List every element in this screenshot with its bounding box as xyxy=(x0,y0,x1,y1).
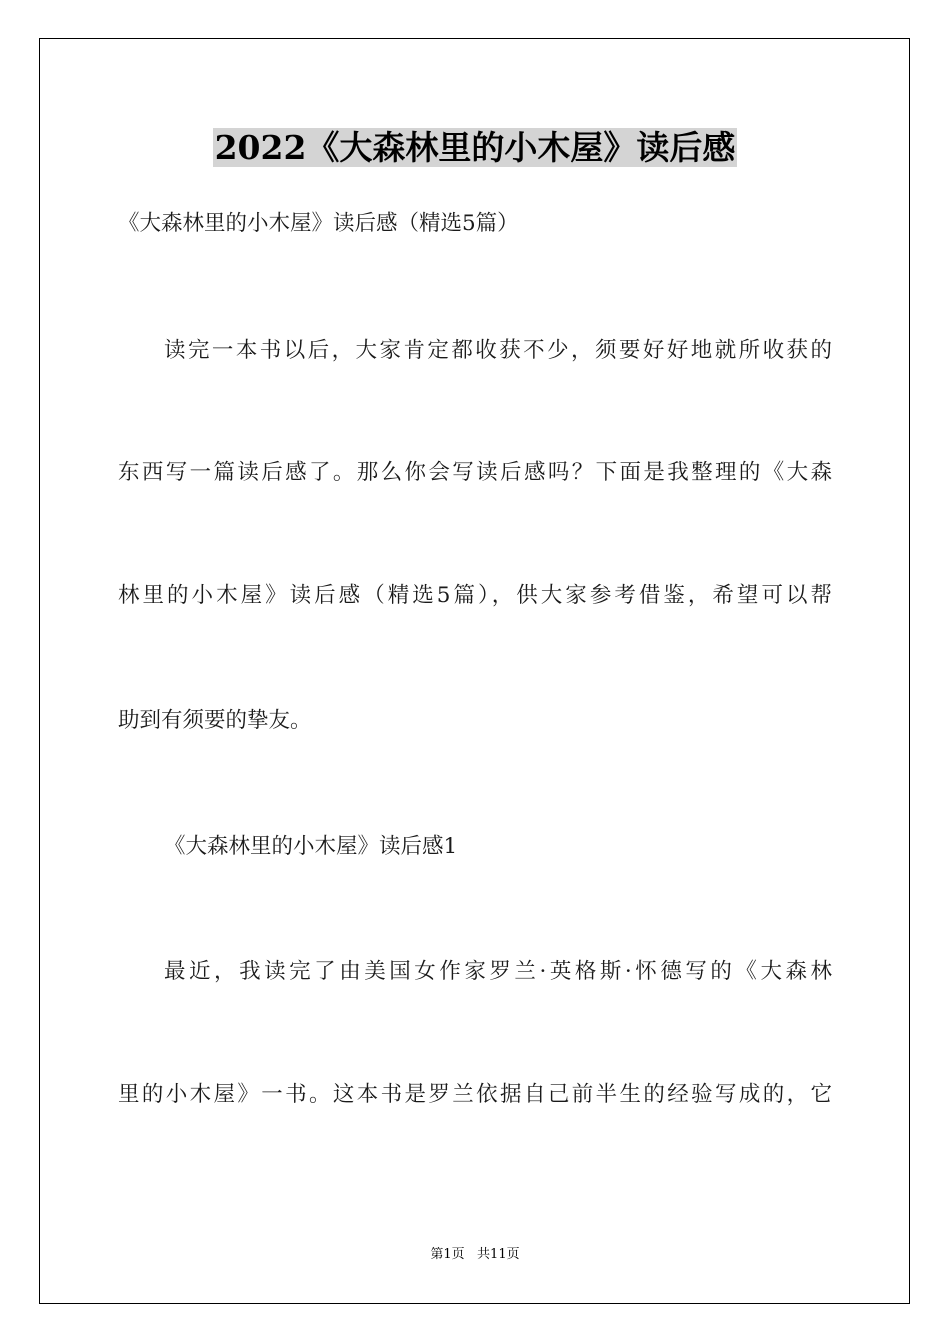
section-line-2: 里的小木屋》一书。这本书是罗兰依据自己前半生的经验写成的，它 xyxy=(118,1082,832,1107)
section-heading: 《大森林里的小木屋》读后感1 xyxy=(164,834,458,859)
document-subtitle: 《大森林里的小木屋》读后感（精选5篇） xyxy=(118,211,519,236)
page-number-footer: 第1页 共11页 xyxy=(430,1247,520,1262)
intro-line-2: 东西写一篇读后感了。那么你会写读后感吗？下面是我整理的《大森 xyxy=(118,460,832,485)
intro-line-4: 助到有须要的挚友。 xyxy=(118,708,312,733)
section-line-1: 最近，我读完了由美国女作家罗兰·英格斯·怀德写的《大森林 xyxy=(164,959,832,984)
intro-line-1: 读完一本书以后，大家肯定都收获不少，须要好好地就所收获的 xyxy=(164,338,832,363)
document-title-text: 2022《大森林里的小木屋》读后感 xyxy=(214,128,736,167)
document-title xyxy=(0,126,950,170)
intro-line-3: 林里的小木屋》读后感（精选5篇），供大家参考借鉴，希望可以帮 xyxy=(118,583,832,608)
